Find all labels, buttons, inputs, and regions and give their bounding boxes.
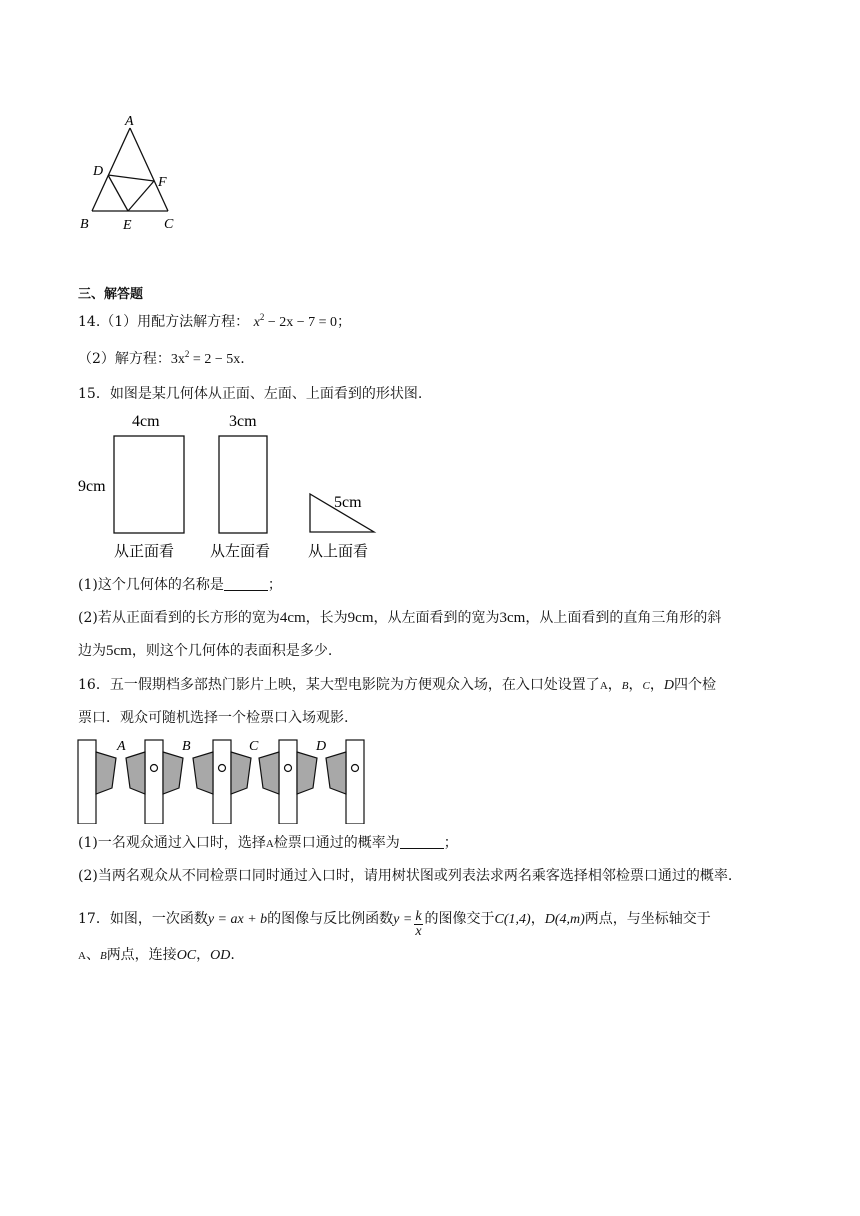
gate-label-d: D xyxy=(316,739,327,754)
gate-label-a: A xyxy=(117,739,126,754)
question-16-stem-line-1: 16．五一假期档多部热门影片上映，某大型电影院为方便观众入场，在入口处设置了A，B，C，D四个检 xyxy=(78,677,716,693)
question-14-part-1: 14.（1）用配方法解方程： $x^2 - 2x - 7 = 0$； xyxy=(78,312,352,330)
ticket-gates-figure xyxy=(72,736,372,824)
question-15-part-2-line-2: 边为5cm，则这个几何体的表面积是多少. xyxy=(78,643,333,659)
vertex-label-d: D xyxy=(93,164,104,179)
front-view-caption: 从正面看 xyxy=(114,542,175,560)
question-16-part-1: (1)一名观众通过入口时，选择A检票口通过的概率为 ； xyxy=(78,835,458,851)
vertex-label-a: A xyxy=(125,114,134,129)
question-15-stem: 15．如图是某几何体从正面、左面、上面看到的形状图. xyxy=(78,386,423,402)
three-views-figure xyxy=(72,408,392,566)
question-14-part-2: （2）解方程：$3x^2 = 2 - 5x$. xyxy=(78,349,245,367)
vertex-label-c: C xyxy=(164,217,174,232)
question-16-stem-line-2: 票口．观众可随机选择一个检票口入场观影. xyxy=(78,710,349,726)
answer-blank[interactable] xyxy=(400,834,444,849)
question-16-part-2: (2)当两名观众从不同检票口同时通过入口时，请用树状图或列表法求两名乘客选择相邻检票口通过的概率. xyxy=(78,868,733,884)
gate-label-c: C xyxy=(249,739,259,754)
top-view-caption: 从上面看 xyxy=(308,542,369,560)
question-15-part-1: (1)这个几何体的名称是 ； xyxy=(78,577,282,593)
question-17-line-2: A、B两点，连接OC，OD. xyxy=(78,947,235,963)
hypotenuse-label: 5cm xyxy=(334,494,362,511)
section-heading: 三、解答题 xyxy=(78,287,144,302)
vertex-label-b: B xyxy=(80,217,89,232)
vertex-label-f: F xyxy=(158,175,167,190)
vertex-label-e: E xyxy=(123,218,132,233)
question-17-line-1: 17．如图，一次函数y = ax + b的图像与反比例函数y = $\frac{k}{x}$ 的图像交于C(1,4)，D(4,m)两点，与坐标轴交于 xyxy=(78,909,711,939)
height-label: 9cm xyxy=(78,478,106,495)
fraction-k-over-x: $\frac{k}{x}$ xyxy=(415,909,422,939)
left-width-label: 3cm xyxy=(229,413,257,430)
left-view-caption: 从左面看 xyxy=(210,542,271,560)
answer-blank[interactable] xyxy=(224,576,268,591)
question-15-part-2-line-1: (2)若从正面看到的长方形的宽为4cm，长为9cm，从左面看到的宽为3cm，从上面看到的直角三角形的斜 xyxy=(78,610,722,626)
front-width-label: 4cm xyxy=(132,413,160,430)
triangle-figure xyxy=(70,108,190,238)
gate-label-b: B xyxy=(182,739,191,754)
